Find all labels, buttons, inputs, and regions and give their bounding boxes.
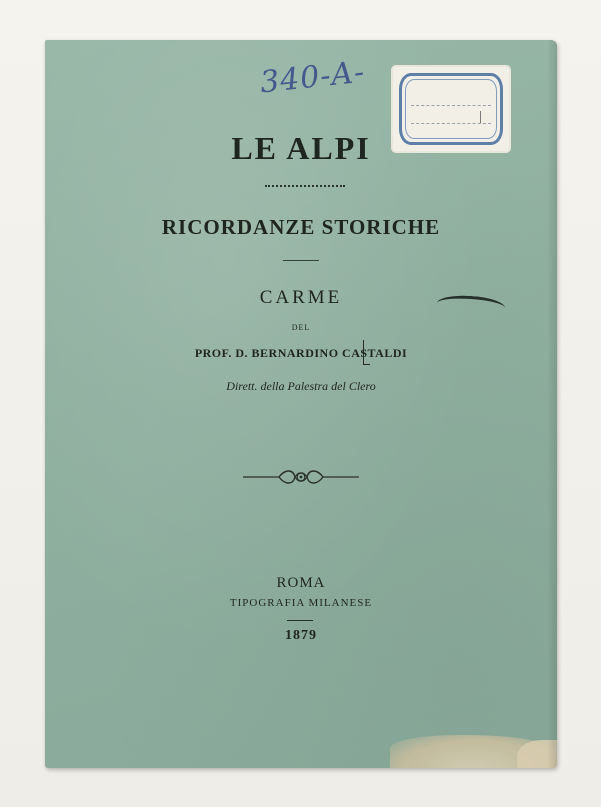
handwritten-shelfmark: 340-A- [258,54,367,101]
worn-corner [517,740,557,768]
book-subtitle: RICORDANZE STORICHE [161,215,441,239]
label-line [411,123,491,124]
publisher-name: TIPOGRAFIA MILANESE [229,597,373,609]
author-position: Dirett. della Palestra del Clero [226,379,376,393]
fleuron-ornament-icon [241,467,361,487]
subtitle-rule [283,260,319,261]
publication-city: ROMA [276,575,326,591]
genre-label: CARME [259,287,343,308]
by-word: DEL [291,323,311,332]
author-name: PROF. D. BERNARDINO CASTALDI [194,346,408,360]
book-title: LE ALPI [231,130,371,166]
label-line [411,105,491,106]
year-rule [287,620,313,621]
publication-year: 1879 [285,628,317,643]
label-tick [480,111,481,123]
pencil-mark [363,340,370,365]
book-cover [45,40,557,768]
title-rule [265,185,345,191]
